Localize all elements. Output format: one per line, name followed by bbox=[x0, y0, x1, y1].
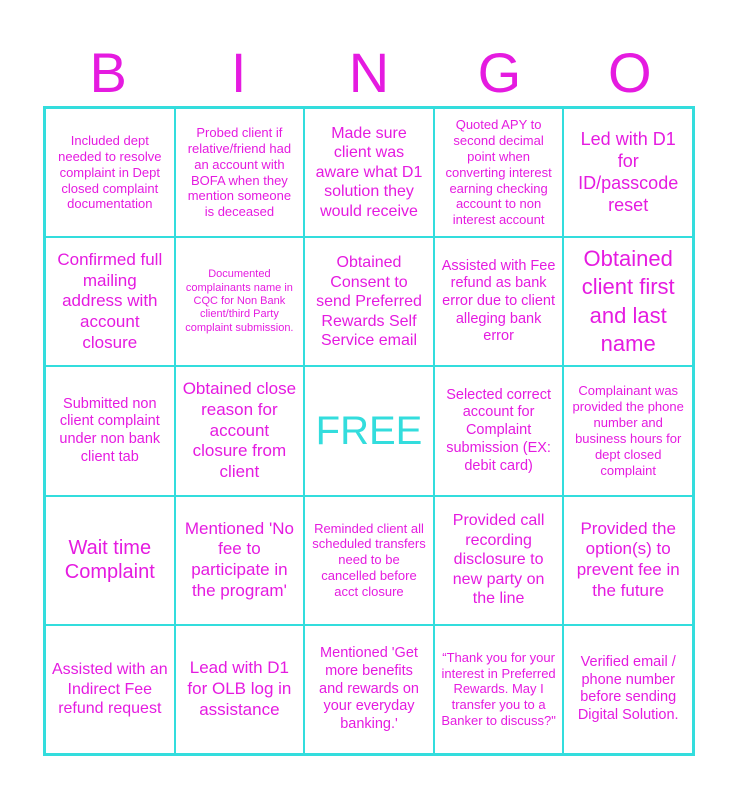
bingo-cell[interactable]: Complainant was provided the phone number and business hours for dept closed complaint bbox=[563, 366, 693, 495]
free-space-cell[interactable]: FREE bbox=[304, 366, 434, 495]
bingo-cell[interactable]: Selected correct account for Complaint submission (EX: debit card) bbox=[434, 366, 564, 495]
bingo-cell[interactable]: Documented complainants name in CQC for Non Bank client/third Party complaint submission. bbox=[175, 237, 305, 366]
bingo-cell[interactable]: Quoted APY to second decimal point when converting interest earning checking account to non interest account bbox=[434, 108, 564, 237]
bingo-cell[interactable]: Obtained client first and last name bbox=[563, 237, 693, 366]
bingo-cell[interactable]: Obtained close reason for account closure from client bbox=[175, 366, 305, 495]
bingo-header bbox=[43, 40, 695, 106]
bingo-cell[interactable]: Reminded client all scheduled transfers need to be cancelled before acct closure bbox=[304, 496, 434, 625]
bingo-cell[interactable]: Provided call recording disclosure to new party on the line bbox=[434, 496, 564, 625]
bingo-cell[interactable]: Assisted with an Indirect Fee refund request bbox=[45, 625, 175, 754]
bingo-cell[interactable]: Made sure client was aware what D1 solution they would receive bbox=[304, 108, 434, 237]
bingo-cell[interactable]: Included dept needed to resolve complaint in Dept closed complaint documentation bbox=[45, 108, 175, 237]
bingo-cell[interactable]: Mentioned 'No fee to participate in the program' bbox=[175, 496, 305, 625]
bingo-cell[interactable]: Obtained Consent to send Preferred Rewards Self Service email bbox=[304, 237, 434, 366]
bingo-cell[interactable]: Submitted non client complaint under non bank client tab bbox=[45, 366, 175, 495]
bingo-cell[interactable]: Assisted with Fee refund as bank error due to client alleging bank error bbox=[434, 237, 564, 366]
bingo-cell[interactable]: “Thank you for your interest in Preferred Rewards. May I transfer you to a Banker to discuss?" bbox=[434, 625, 564, 754]
bingo-cell[interactable]: Confirmed full mailing address with account closure bbox=[45, 237, 175, 366]
bingo-cell[interactable]: Led with D1 for ID/passcode reset bbox=[563, 108, 693, 237]
bingo-cell[interactable]: Wait time Complaint bbox=[45, 496, 175, 625]
bingo-card-grid bbox=[43, 106, 695, 756]
header-letter-g: G bbox=[477, 41, 522, 104]
header-letter-i: I bbox=[230, 41, 247, 104]
bingo-cell[interactable]: Verified email / phone number before sending Digital Solution. bbox=[563, 625, 693, 754]
bingo-cell[interactable]: Probed client if relative/friend had an account with BOFA when they mention someone is deceased bbox=[175, 108, 305, 237]
header-letter-b: B bbox=[89, 41, 127, 104]
header-letter-n: N bbox=[348, 41, 390, 104]
bingo-cell[interactable]: Lead with D1 for OLB log in assistance bbox=[175, 625, 305, 754]
bingo-cell[interactable]: Provided the option(s) to prevent fee in the future bbox=[563, 496, 693, 625]
bingo-cell[interactable]: Mentioned 'Get more benefits and rewards on your everyday banking.' bbox=[304, 625, 434, 754]
header-letter-o: O bbox=[608, 41, 652, 104]
